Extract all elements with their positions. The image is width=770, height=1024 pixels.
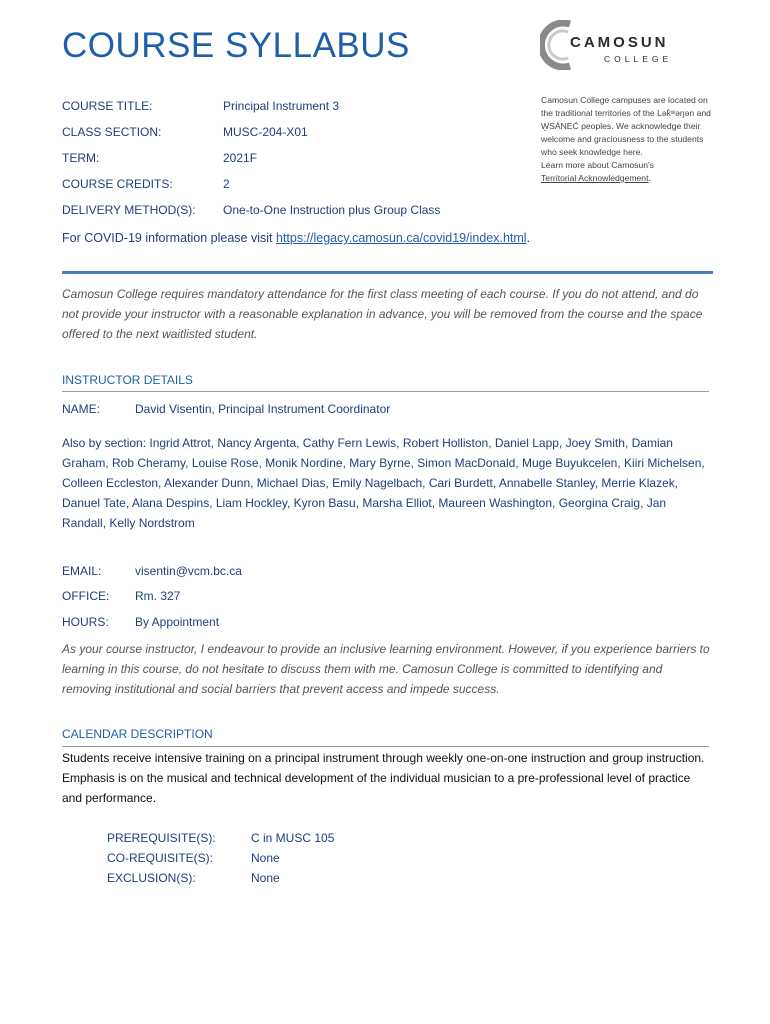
inclusion-note: As your course instructor, I endeavour to provide an inclusive learning environment. However, if you experience barriers to learning in this course, do not hesitate to discuss them with me. Camosun College is committed to identifying and removing institutional and social barriers that prevent access and impede success. xyxy=(62,642,710,696)
territorial-acknowledgement xyxy=(541,94,711,185)
requisite-row xyxy=(107,828,334,848)
course-title-label: COURSE TITLE: xyxy=(62,99,153,113)
logo-subtitle: COLLEGE xyxy=(604,54,673,64)
also-by-section: Also by section: Ingrid Attrot, Nancy Argenta, Cathy Fern Lewis, Robert Holliston, Daniel Lapp, Joey Smith, Damian Graham, Rob Cheramy, Louise Rose, Monik Nordine, Mary Byrne, Simon MacDonald, Muge Buyukcelen, Kiiri Michelsen, Colleen Eccleston, Alexander Dunn, Michael Dias, Emily Nagelbach, Cari Burdett, Annabelle Stanley, Merrie Klazek, Danuel Tate, Alana Despins, Liam Hockley, Kyron Basu, Marsha Elliot, Maureen Washington, Georgina Craig, Jan Randall, Kelly Nordstrom xyxy=(62,436,705,530)
camosun-logo xyxy=(540,20,680,70)
learn-more-text: Learn more about Camosun's xyxy=(541,160,654,170)
ack-link-suffix: . xyxy=(648,173,651,183)
email-row xyxy=(62,564,242,578)
instructor-name-row xyxy=(62,402,390,416)
covid-suffix: . xyxy=(526,231,531,245)
heading-rule xyxy=(62,746,709,747)
office-row xyxy=(62,589,180,603)
exclusion-label: EXCLUSION(S): xyxy=(107,871,196,885)
heading-rule xyxy=(62,391,709,392)
course-title-value: Principal Instrument 3 xyxy=(223,99,340,113)
acknowledgement-text: Camosun College campuses are located on the traditional territories of the Lək̓ʷəŋən and W̱SÁNEĆ peoples. We acknowledge their welcome and graciousness to the students who seek knowledge here. xyxy=(541,95,711,157)
covid-info xyxy=(62,231,530,245)
page-title: COURSE SYLLABUS xyxy=(62,26,410,65)
corequisite-value: None xyxy=(251,851,280,865)
requisite-row xyxy=(107,848,334,868)
class-section-value: MUSC-204-X01 xyxy=(223,125,308,139)
course-info-row xyxy=(62,197,482,223)
course-info-row xyxy=(62,93,482,119)
class-section-label: CLASS SECTION: xyxy=(62,125,162,139)
calendar-description-heading: CALENDAR DESCRIPTION xyxy=(62,727,213,741)
course-credits-value: 2 xyxy=(223,177,230,191)
prerequisite-value: C in MUSC 105 xyxy=(251,831,335,845)
covid-prefix: For COVID-19 information please visit xyxy=(62,231,276,245)
attendance-note: Camosun College requires mandatory attendance for the first class meeting of each course. If you do not attend, and do not provide your instructor with a reasonable explanation in advance, you will be removed from the course and the space offered to the next waitlisted student. xyxy=(62,287,703,341)
hours-row xyxy=(62,615,219,629)
calendar-description-text: Students receive intensive training on a principal instrument through weekly one-on-one instruction and group instruction. Emphasis is on the musical and technical development of the individual musician to a pre-professional level of practice and performance. xyxy=(62,751,705,805)
instructor-details-heading: INSTRUCTOR DETAILS xyxy=(62,373,193,387)
hours-label: HOURS: xyxy=(62,615,109,629)
course-credits-label: COURSE CREDITS: xyxy=(62,177,173,191)
email-value: visentin@vcm.bc.ca xyxy=(135,564,242,578)
delivery-method-value: One-to-One Instruction plus Group Class xyxy=(223,203,441,217)
course-info-table xyxy=(62,93,482,223)
hours-value: By Appointment xyxy=(135,615,220,629)
term-value: 2021F xyxy=(223,151,258,165)
delivery-method-label: DELIVERY METHOD(S): xyxy=(62,203,196,217)
course-info-row xyxy=(62,119,482,145)
name-value: David Visentin, Principal Instrument Coordinator xyxy=(135,402,391,416)
term-label: TERM: xyxy=(62,151,100,165)
exclusion-value: None xyxy=(251,871,280,885)
requisite-row xyxy=(107,868,334,888)
email-label: EMAIL: xyxy=(62,564,102,578)
prerequisite-label: PREREQUISITE(S): xyxy=(107,831,216,845)
name-label: NAME: xyxy=(62,402,101,416)
logo-wordmark: CAMOSUN xyxy=(570,34,669,51)
course-info-row xyxy=(62,145,482,171)
section-divider xyxy=(62,271,713,274)
office-label: OFFICE: xyxy=(62,589,110,603)
requisites-list xyxy=(107,828,334,888)
course-info-row xyxy=(62,171,482,197)
office-value: Rm. 327 xyxy=(135,589,181,603)
covid-link[interactable]: https://legacy.camosun.ca/covid19/index.html xyxy=(275,231,527,245)
corequisite-label: CO-REQUISITE(S): xyxy=(107,851,214,865)
territorial-acknowledgement-link[interactable]: Territorial Acknowledgement xyxy=(541,173,649,183)
